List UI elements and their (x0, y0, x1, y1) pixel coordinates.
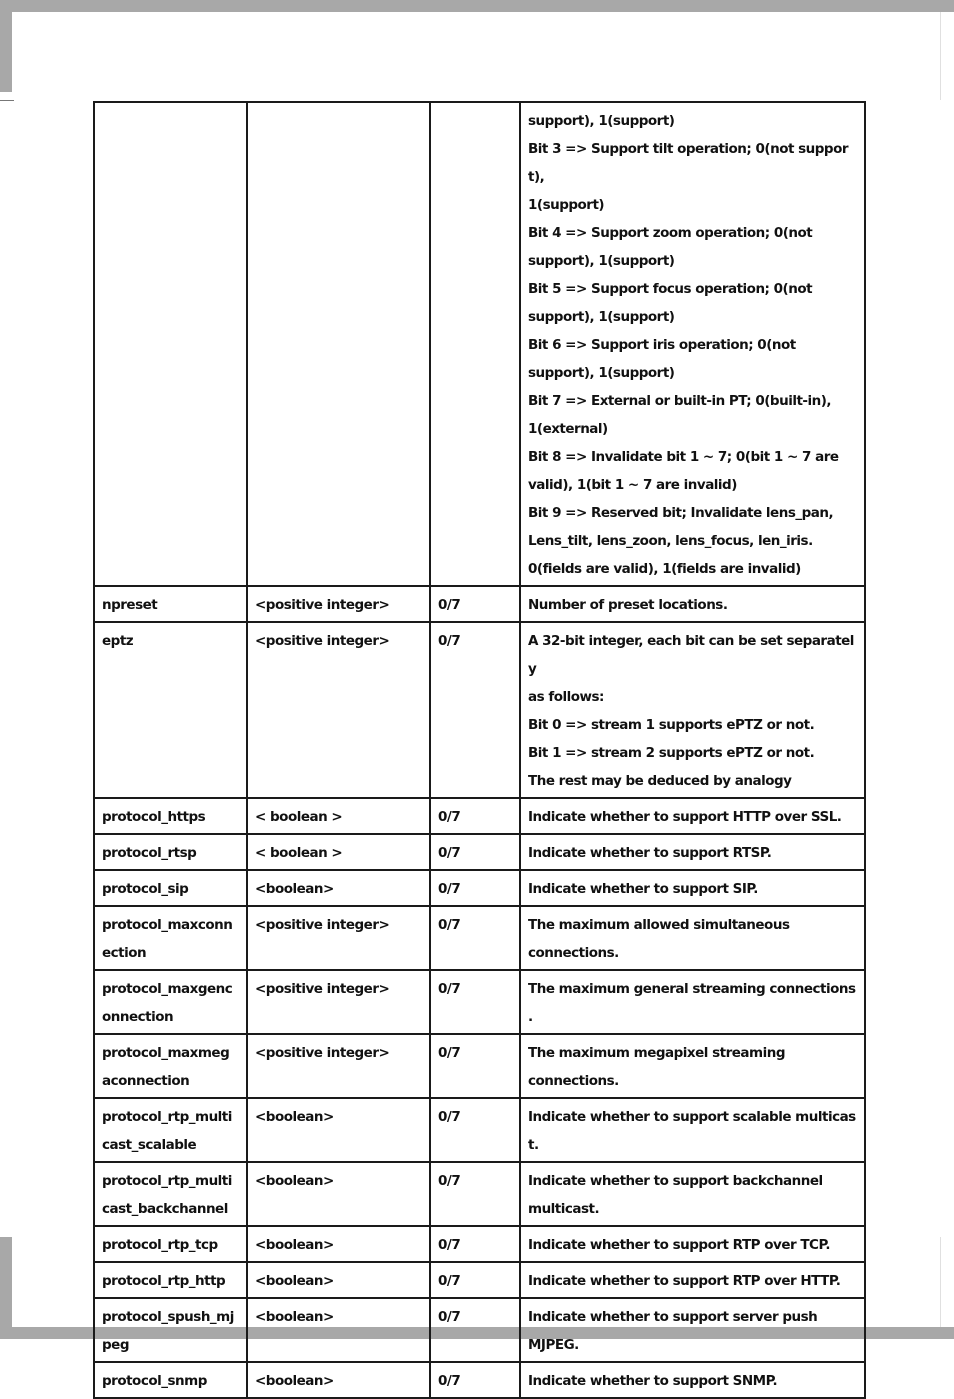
table-row (94, 1226, 865, 1262)
table-row (94, 870, 865, 906)
table-row (94, 102, 865, 586)
parameter-type-cell: <boolean> (247, 870, 430, 906)
parameter-permission-cell: 0/7 (430, 870, 520, 906)
description-line: Indicate whether to support RTP over HTTP. (528, 1273, 841, 1289)
page-tick (0, 100, 14, 101)
parameter-name-cell: protocol_https (94, 798, 247, 834)
table-row (94, 834, 865, 870)
parameter-table (93, 101, 866, 1399)
parameter-permission-cell: 0/7 (430, 1362, 520, 1398)
description-line: valid), 1(bit 1 ~ 7 are invalid) (528, 477, 737, 493)
parameter-permission-cell (430, 102, 520, 586)
description-line: The maximum allowed simultaneous (528, 917, 790, 933)
parameter-name-cell: protocol_maxmeg aconnection (94, 1034, 247, 1098)
table-row (94, 798, 865, 834)
parameter-name-cell: protocol_maxconn ection (94, 906, 247, 970)
parameter-type-cell: <boolean> (247, 1098, 430, 1162)
description-line: Indicate whether to support RTSP. (528, 845, 772, 861)
page-edge-right-bottom (940, 1237, 941, 1327)
parameter-permission-cell: 0/7 (430, 970, 520, 1034)
parameter-name-cell: protocol_rtp_tcp (94, 1226, 247, 1262)
table-row (94, 1362, 865, 1398)
description-line: Lens_tilt, lens_zoon, lens_focus, len_iris. (528, 533, 813, 549)
parameter-name-cell: protocol_rtp_multi cast_scalable (94, 1098, 247, 1162)
description-line: Bit 9 => Reserved bit; Invalidate lens_pan, (528, 505, 834, 521)
parameter-name-cell: eptz (94, 622, 247, 798)
description-line: Bit 7 => External or built-in PT; 0(built-in), (528, 393, 832, 409)
parameter-name-cell: protocol_sip (94, 870, 247, 906)
parameter-table-body (94, 102, 865, 1398)
description-line: Bit 8 => Invalidate bit 1 ~ 7; 0(bit 1 ~ 7 are (528, 449, 839, 465)
description-line: Bit 0 => stream 1 supports ePTZ or not. (528, 717, 815, 733)
parameter-name-cell: protocol_rtp_multi cast_backchannel (94, 1162, 247, 1226)
parameter-permission-cell: 0/7 (430, 1098, 520, 1162)
parameter-permission-cell: 0/7 (430, 906, 520, 970)
parameter-type-cell: <positive integer> (247, 970, 430, 1034)
description-line: 1(support) (528, 197, 605, 213)
parameter-permission-cell: 0/7 (430, 834, 520, 870)
parameter-description-cell (520, 1098, 865, 1162)
description-line: support), 1(support) (528, 113, 675, 129)
parameter-type-cell (247, 102, 430, 586)
description-line: Indicate whether to support SIP. (528, 881, 758, 897)
parameter-type-cell: <boolean> (247, 1298, 430, 1362)
description-line: Bit 5 => Support focus operation; 0(not (528, 281, 813, 297)
parameter-name-cell (94, 102, 247, 586)
table-row (94, 906, 865, 970)
parameter-permission-cell: 0/7 (430, 798, 520, 834)
parameter-type-cell: <positive integer> (247, 586, 430, 622)
parameter-description-cell (520, 870, 865, 906)
parameter-permission-cell: 0/7 (430, 586, 520, 622)
description-line: support), 1(support) (528, 365, 675, 381)
parameter-description-cell (520, 1362, 865, 1398)
parameter-type-cell: <positive integer> (247, 906, 430, 970)
parameter-name-cell: protocol_rtsp (94, 834, 247, 870)
description-line: The rest may be deduced by analogy (528, 773, 792, 789)
description-line: 1(external) (528, 421, 608, 437)
parameter-permission-cell: 0/7 (430, 1262, 520, 1298)
parameter-permission-cell: 0/7 (430, 1034, 520, 1098)
parameter-name-cell: npreset (94, 586, 247, 622)
parameter-description-cell (520, 970, 865, 1034)
table-row (94, 970, 865, 1034)
page-frame-left-bottom (0, 1237, 12, 1327)
parameter-permission-cell: 0/7 (430, 1226, 520, 1262)
table-row (94, 586, 865, 622)
parameter-description-cell (520, 586, 865, 622)
description-line: Indicate whether to support scalable multicast. (528, 1109, 856, 1153)
description-line: 0(fields are valid), 1(fields are invalid) (528, 561, 801, 577)
table-row (94, 1262, 865, 1298)
parameter-description-cell (520, 906, 865, 970)
parameter-description-cell (520, 1226, 865, 1262)
description-line: The maximum megapixel streaming (528, 1045, 785, 1061)
parameter-type-cell: <boolean> (247, 1162, 430, 1226)
description-line: Indicate whether to support server push (528, 1309, 818, 1325)
parameter-type-cell: < boolean > (247, 798, 430, 834)
parameter-type-cell: <positive integer> (247, 1034, 430, 1098)
description-line: connections. (528, 1073, 619, 1089)
parameter-type-cell: < boolean > (247, 834, 430, 870)
description-line: Bit 1 => stream 2 supports ePTZ or not. (528, 745, 815, 761)
description-line: as follows: (528, 689, 604, 705)
description-line: support), 1(support) (528, 253, 675, 269)
description-line: Number of preset locations. (528, 597, 728, 613)
description-line: connections. (528, 945, 619, 961)
table-row (94, 622, 865, 798)
description-line: Indicate whether to support HTTP over SSL. (528, 809, 842, 825)
parameter-description-cell (520, 1034, 865, 1098)
description-line: MJPEG. (528, 1337, 579, 1353)
page-frame-left-top (0, 12, 12, 92)
parameter-type-cell: <boolean> (247, 1362, 430, 1398)
parameter-permission-cell: 0/7 (430, 622, 520, 798)
parameter-type-cell: <boolean> (247, 1262, 430, 1298)
parameter-description-cell (520, 834, 865, 870)
parameter-description-cell (520, 1262, 865, 1298)
parameter-description-cell (520, 1162, 865, 1226)
table-row (94, 1298, 865, 1362)
parameter-name-cell: protocol_rtp_http (94, 1262, 247, 1298)
parameter-description-cell (520, 622, 865, 798)
description-line: Bit 6 => Support iris operation; 0(not (528, 337, 796, 353)
page-edge-right-top (940, 12, 941, 100)
description-line: A 32-bit integer, each bit can be set separately (528, 633, 854, 677)
page-frame-top (0, 0, 954, 12)
description-line: support), 1(support) (528, 309, 675, 325)
parameter-permission-cell: 0/7 (430, 1162, 520, 1226)
parameter-name-cell: protocol_snmp (94, 1362, 247, 1398)
table-row (94, 1098, 865, 1162)
parameter-name-cell: protocol_maxgenc onnection (94, 970, 247, 1034)
table-row (94, 1162, 865, 1226)
parameter-type-cell: <boolean> (247, 1226, 430, 1262)
parameter-description-cell (520, 1298, 865, 1362)
parameter-description-cell (520, 798, 865, 834)
parameter-name-cell: protocol_spush_mj peg (94, 1298, 247, 1362)
table-row (94, 1034, 865, 1098)
description-line: Indicate whether to support SNMP. (528, 1373, 778, 1389)
description-line: Indicate whether to support RTP over TCP. (528, 1237, 830, 1253)
description-line: Bit 4 => Support zoom operation; 0(not (528, 225, 813, 241)
parameter-type-cell: <positive integer> (247, 622, 430, 798)
parameter-description-cell (520, 102, 865, 586)
parameter-permission-cell: 0/7 (430, 1298, 520, 1362)
description-line: Indicate whether to support backchannel (528, 1173, 823, 1189)
description-line: The maximum general streaming connections . (528, 981, 856, 1025)
description-line: multicast. (528, 1201, 600, 1217)
description-line: Bit 3 => Support tilt operation; 0(not support), (528, 141, 849, 185)
